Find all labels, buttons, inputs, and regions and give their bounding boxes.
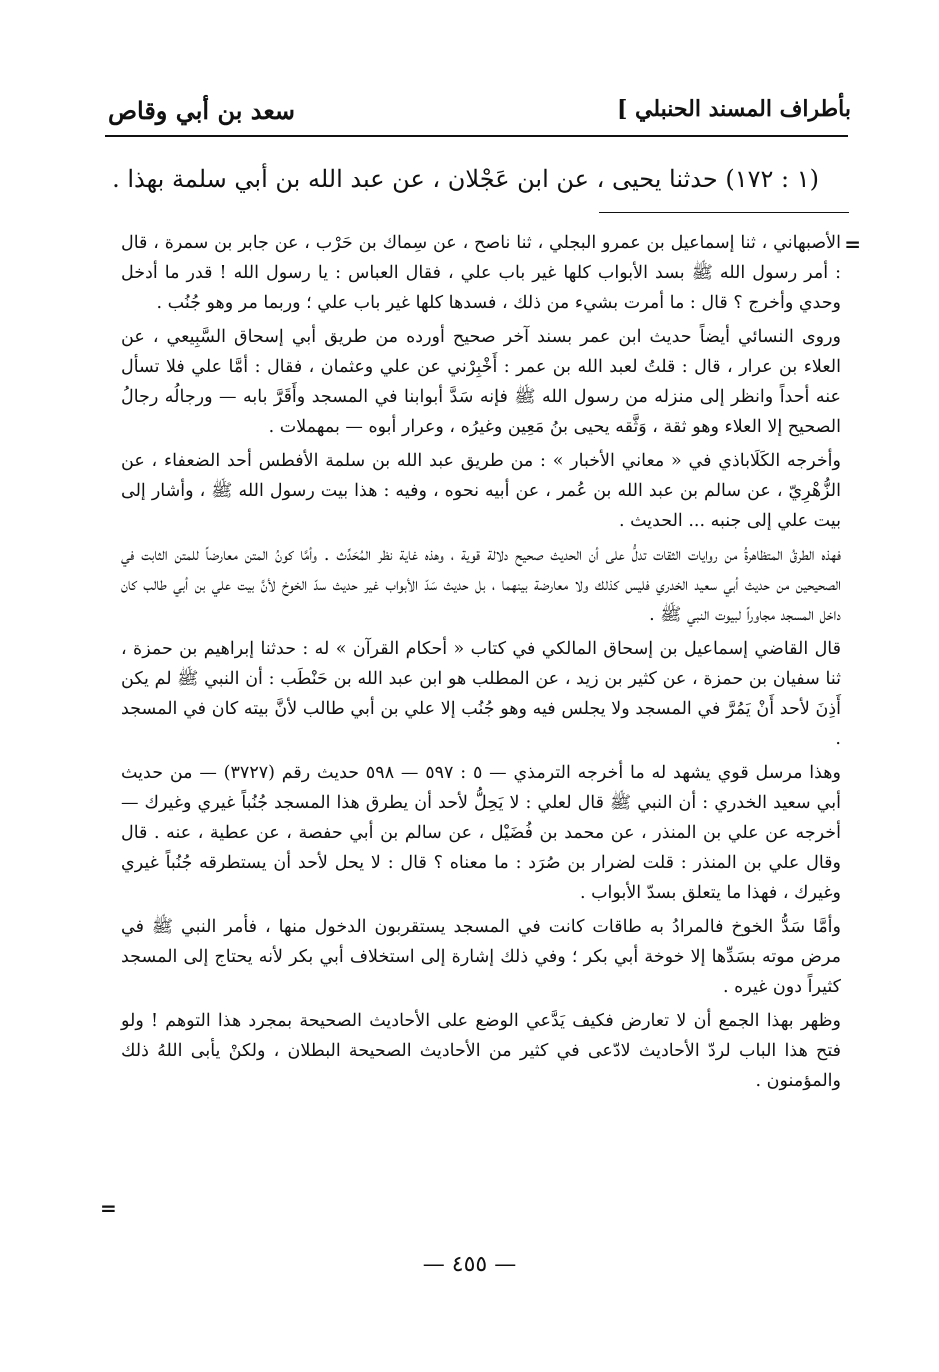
section-title: سعد بن أبي وقاص	[108, 96, 296, 125]
footnote-paragraph: فهذه الطرقُ المتظاهرةُ من روايات الثقات تدلُّ على أن الحديث صحيح دلالة قوية ، وهذه غاية نظر المُحَدِّث . وأمَّا كونُ المتن معارضاً للمتن الثابت في الصحيحين من حديث أبي سعيد الخدري فليس كذلك ولا معارضة بينهما ، بل حديث سَدّ الأبواب غير حديث سدّ الخوخ لأنَّ بيت علي بن أبي طالب كان داخل المسجد مجاوراً لبيوت النبي ﷺ .	[121, 545, 841, 625]
footnote-paragraph: وأمَّا سَدُّ الخوخ فالمرادُ به طاقات كانت في المسجد يستقربون الدخول منها ، فأمر النبي ﷺ في مرض موته بسَدِّها إلا خوخة أبي بكر ؛ وفي ذلك إشارة إلى استخلاف أبي بكر لأنه يحتاج إلى المسجد كثيراً دون غيره .	[121, 917, 841, 997]
header-divider	[105, 135, 848, 137]
book-title: بأطراف المسند الحنبلي ]	[616, 96, 851, 122]
footnote-paragraph: قال القاضي إسماعيل بن إسحاق المالكي في كتاب « أحكام القرآن » له : حدثنا إبراهيم بن حمزة ، ثنا سفيان بن حمزة ، عن كثير بن زيد ، عن المطلب هو ابن عبد الله بن حَنْطَب : أن النبي ﷺ لم يكن أَذِنَ لأحد أَنْ يَمُرَّ في المسجد ولا يجلس فيه وهو جُنُب إلا علي بن أبي طالب لأنَّ بيته كان في المسجد .	[121, 639, 841, 749]
footnotes-body	[121, 228, 841, 1100]
hadith-text: (١ : ١٧٢) حدثنا يحيى ، عن ابن عَجْلان ، عن عبد الله بن أبي سلمة بهذا .	[112, 165, 819, 193]
continuation-marker-top: =	[844, 232, 861, 256]
footnote-paragraph: وهذا مرسل قوي يشهد له ما أخرجه الترمذي — ٥ : ٥٩٧ — ٥٩٨ حديث رقم (٣٧٢٧) — من حديث أبي سعيد الخدري : أن النبي ﷺ قال لعلي : لا يَحِلُّ لأحد أن يطرق هذا المسجد جُنُباً غيري وغيرك — أخرجه عن علي بن المنذر ، عن محمد بن فُضَيْل ، عن سالم بن أبي حفصة ، عن عطية ، عنه . قال وقال علي بن المنذر : قلت لضرار بن صُرَد : ما معناه ؟ قال : لا يحل لأحد أن يستطرقه جُنُباً غيري وغيرك ، فهذا ما يتعلق بسدّ الأبواب .	[121, 763, 841, 903]
footnote-paragraph: وأخرجه الكَلَاباذي في « معاني الأخبار » : من طريق عبد الله بن سلمة الأفطس أحد الضعفاء ، عن الزُّهْرِيّ ، عن سالم بن عبد الله بن عُمر ، عن أبيه نحوه ، وفيه : هذا بيت رسول الله ﷺ ، وأشار إلى بيت علي إلى جنبه ... الحديث .	[121, 451, 841, 531]
page-number: — ٤٥٥ —	[422, 1252, 517, 1277]
footnote-divider	[599, 212, 849, 213]
continuation-marker-bottom: =	[100, 1196, 117, 1220]
footnote-paragraph: وظهر بهذا الجمع أن لا تعارض فكيف يَدَّعي الوضع على الأحاديث الصحيحة بمجرد هذا التوهم ! ولو فتح هذا الباب لردّ الأحاديث لادّعى في كثير من الأحاديث الصحيحة البطلان ، ولكنْ يأبى اللهُ ذلك والمؤمنون .	[121, 1011, 841, 1091]
footnote-paragraph: الأصبهاني ، ثنا إسماعيل بن عمرو البجلي ، ثنا ناصح ، عن سِماك بن حَرْب ، عن جابر بن سمرة ، قال : أمر رسول الله ﷺ بسد الأبواب كلها غير باب علي ، فقال العباس : يا رسول الله ! قدر ما أدخل وحدي وأخرج ؟ قال : ما أمرت بشيء من ذلك ، فسدها كلها غير باب علي ؛ وربما مر وهو جُنُب .	[121, 233, 841, 313]
footnote-paragraph: وروى النسائي أيضاً حديث ابن عمر بسند آخر صحيح أورده من طريق أبي إسحاق السَّبِيعي ، عن العلاء بن عرار ، قال : قلتُ لعبد الله بن عمر : أَخْبِرْني عن علي وعثمان ، فقال : أمَّا علي فلا تسأل عنه أحداً وانظر إلى منزله من رسول الله ﷺ فإنه سَدَّ أبوابنا في المسجد وأَقَرَّ بابه — ورجالُه رجالُ الصحيح إلا العلاء وهو ثقة ، وَثَّقه يحيى بنُ مَعِين وغيرُه ، وعرار أبوه — بمهملات .	[121, 327, 841, 437]
